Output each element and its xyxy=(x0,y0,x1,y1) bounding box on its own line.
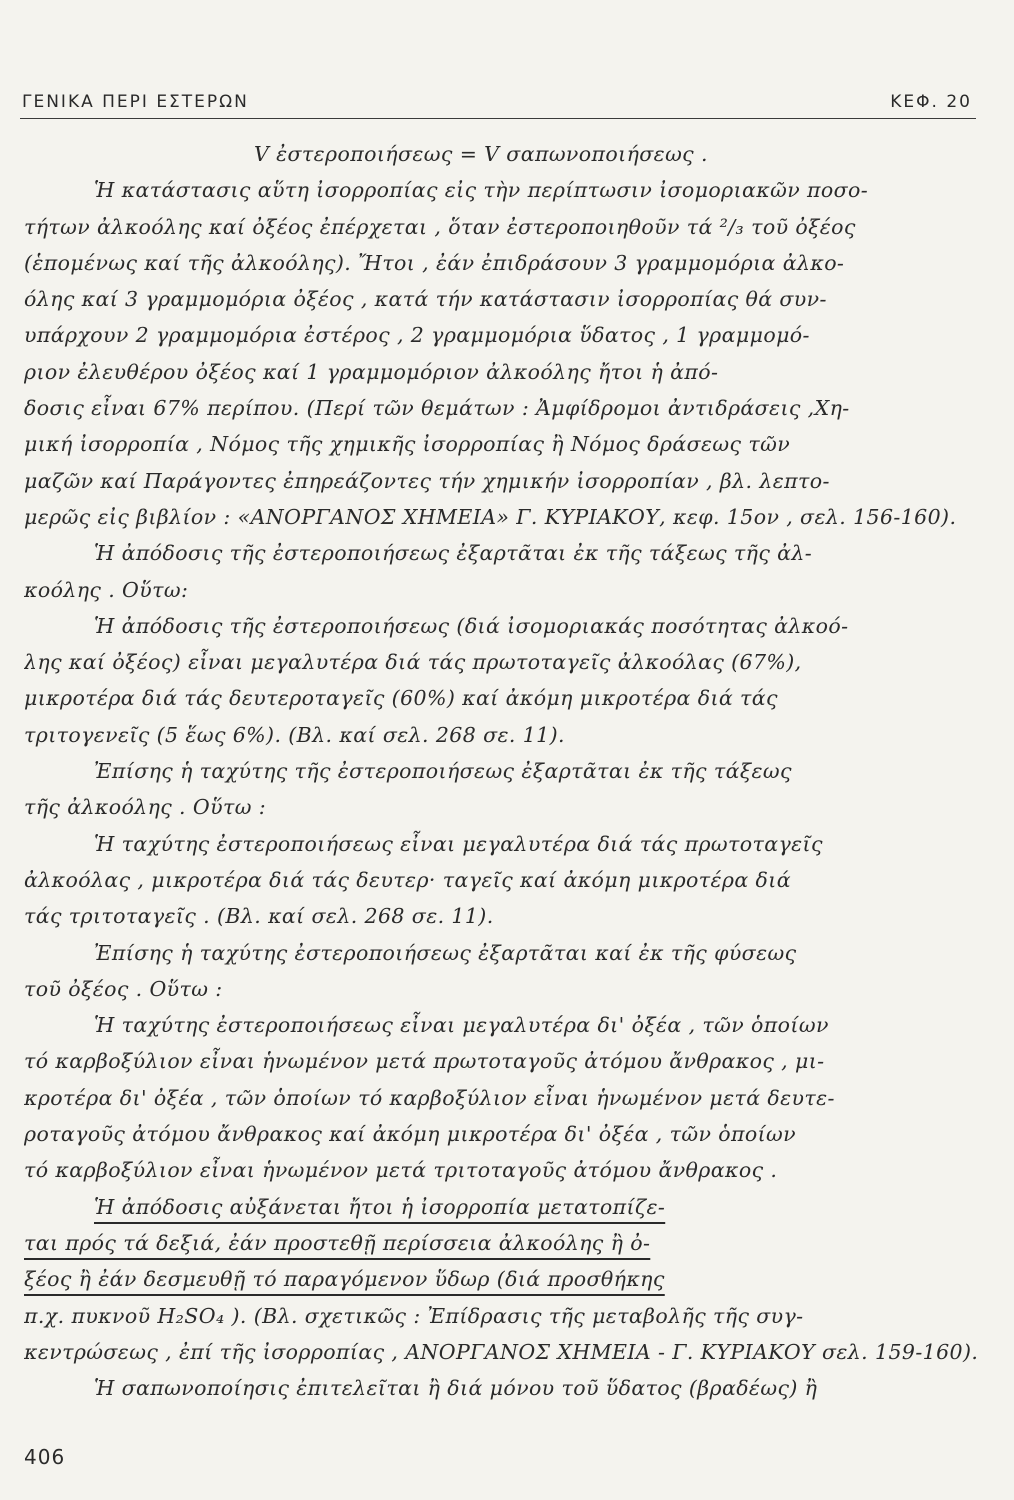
text-line: π.χ. πυκνοῦ H₂SO₄ ). (Βλ. σχετικῶς : Ἐπίδρασις τῆς μεταβολῆς τῆς συγ- xyxy=(24,1303,804,1328)
text-line: Ἡ ἀπόδοσις τῆς ἐστεροποιήσεως ἐξαρτᾶται ἐκ τῆς τάξεως τῆς ἀλ- xyxy=(94,541,813,566)
text-line: μερῶς εἰς βιβλίον : «ΑΝΟΡΓΑΝΟΣ ΧΗΜΕΙΑ» Γ. ΚΥΡΙΑΚΟΥ, κεφ. 15ον , σελ. 156-160). xyxy=(24,504,957,529)
underlined-text-line: ξέος ἢ ἐάν δεσμευθῇ τό παραγόμενον ὕδωρ (διά προσθήκης xyxy=(24,1267,665,1292)
text-line: μική ἰσορροπία , Νόμος τῆς χημικῆς ἰσορροπίας ἢ Νόμος δράσεως τῶν xyxy=(24,432,791,457)
text-line: τῆς ἀλκοόλης . Οὕτω : xyxy=(24,795,267,820)
chapter-label: ΚΕΦ. 20 xyxy=(890,92,972,112)
text-line: κοόλης . Οὕτω: xyxy=(24,577,189,602)
body-text xyxy=(24,136,984,1406)
text-line: μαζῶν καί Παράγοντες ἐπηρεάζοντες τήν χημικήν ἰσορροπίαν , βλ. λεπτο- xyxy=(24,468,830,493)
text-line: τήτων ἀλκοόλης καί ὀξέος ἐπέρχεται , ὅταν ἐστεροποιηθοῦν τά ²/₃ τοῦ ὀξέος xyxy=(24,214,856,239)
text-line: λης καί ὀξέος) εἶναι μεγαλυτέρα διά τάς πρωτοταγεῖς ἀλκοόλας (67%), xyxy=(24,650,802,675)
text-line: Ἡ ταχύτης ἐστεροποιήσεως εἶναι μεγαλυτέρα διά τάς πρωτοταγεῖς xyxy=(94,831,823,856)
text-line: τό καρβοξύλιον εἶναι ἡνωμένον μετά πρωτοταγοῦς ἀτόμου ἄνθρακος , μι- xyxy=(24,1049,825,1074)
text-line: ροταγοῦς ἀτόμου ἄνθρακος καί ἀκόμη μικροτέρα δι' ὀξέα , τῶν ὁποίων xyxy=(24,1122,797,1147)
text-line: Ἡ σαπωνοποίησις ἐπιτελεῖται ἢ διά μόνου τοῦ ὕδατος (βραδέως) ἢ xyxy=(94,1376,818,1401)
text-line: δοσις εἶναι 67% περίπου. (Περί τῶν θεμάτων : Ἀμφίδρομοι ἀντιδράσεις ,Χη- xyxy=(24,396,850,421)
running-header-title: ΓΕΝΙΚΑ ΠΕΡΙ ΕΣΤΕΡΩΝ xyxy=(22,92,249,112)
underlined-text-line: ται πρός τά δεξιά, ἐάν προστεθῇ περίσσεια ἀλκοόλης ἢ ὀ- xyxy=(24,1230,651,1255)
text-line: κεντρώσεως , ἐπί τῆς ἰσορροπίας , ΑΝΟΡΓΑΝΟΣ ΧΗΜΕΙΑ - Γ. ΚΥΡΙΑΚΟΥ σελ. 159-160). xyxy=(24,1339,979,1364)
text-line: Ἐπίσης ἡ ταχύτης τῆς ἐστεροποιήσεως ἐξαρτᾶται ἐκ τῆς τάξεως xyxy=(94,759,792,784)
text-line: (ἑπομένως καί τῆς ἀλκοόλης). Ἤτοι , ἐάν ἐπιδράσουν 3 γραμμομόρια ἀλκο- xyxy=(24,250,845,275)
text-line: Ἐπίσης ἡ ταχύτης ἐστεροποιήσεως ἐξαρτᾶται καί ἐκ τῆς φύσεως xyxy=(94,940,797,965)
underlined-text-line: Ἡ ἀπόδοσις αὐξάνεται ἤτοι ἡ ἰσορροπία μετατοπίζε- xyxy=(94,1194,666,1219)
text-line: Ἡ ἀπόδοσις τῆς ἐστεροποιήσεως (διά ἰσομοριακάς ποσότητας ἀλκοό- xyxy=(94,613,849,638)
text-line: Ἡ κατάστασις αὕτη ἰσορροπίας εἰς τὴν περίπτωσιν ἰσομοριακῶν ποσο- xyxy=(94,178,869,203)
text-line: τάς τριτοταγεῖς . (Βλ. καί σελ. 268 σε. 11). xyxy=(24,904,494,929)
text-line: κροτέρα δι' ὀξέα , τῶν ὁποίων τό καρβοξύλιον εἶναι ἡνωμένον μετά δευτε- xyxy=(24,1085,835,1110)
text-line: ριον ἐλευθέρου ὀξέος καί 1 γραμμομόριον ἀλκοόλης ἤτοι ἡ ἀπό- xyxy=(24,359,719,384)
text-line: υπάρχουν 2 γραμμομόρια ἐστέρος , 2 γραμμομόρια ὕδατος , 1 γραμμομό- xyxy=(24,323,810,348)
text-line: τό καρβοξύλιον εἶναι ἡνωμένον μετά τριτοταγοῦς ἀτόμου ἄνθρακος . xyxy=(24,1158,778,1183)
text-line: V ἐστεροποιήσεως = V σαπωνοποιήσεως . xyxy=(254,142,708,166)
text-line: μικροτέρα διά τάς δευτεροταγεῖς (60%) καί ἀκόμη μικροτέρα διά τάς xyxy=(24,686,778,711)
text-line: ἀλκοόλας , μικροτέρα διά τάς δευτερ· ταγεῖς καί ἀκόμη μικροτέρα διά xyxy=(24,867,791,892)
header-divider xyxy=(20,118,976,119)
page-number: 406 xyxy=(24,1445,66,1469)
text-line: όλης καί 3 γραμμομόρια ὀξέος , κατά τήν κατάστασιν ἰσορροπίας θά συν- xyxy=(24,287,827,312)
text-line: τριτογενεῖς (5 ἕως 6%). (Βλ. καί σελ. 268 σε. 11). xyxy=(24,722,565,747)
text-line: Ἡ ταχύτης ἐστεροποιήσεως εἶναι μεγαλυτέρα δι' ὀξέα , τῶν ὁποίων xyxy=(94,1013,829,1038)
text-line: τοῦ ὀξέος . Οὕτω : xyxy=(24,976,223,1001)
